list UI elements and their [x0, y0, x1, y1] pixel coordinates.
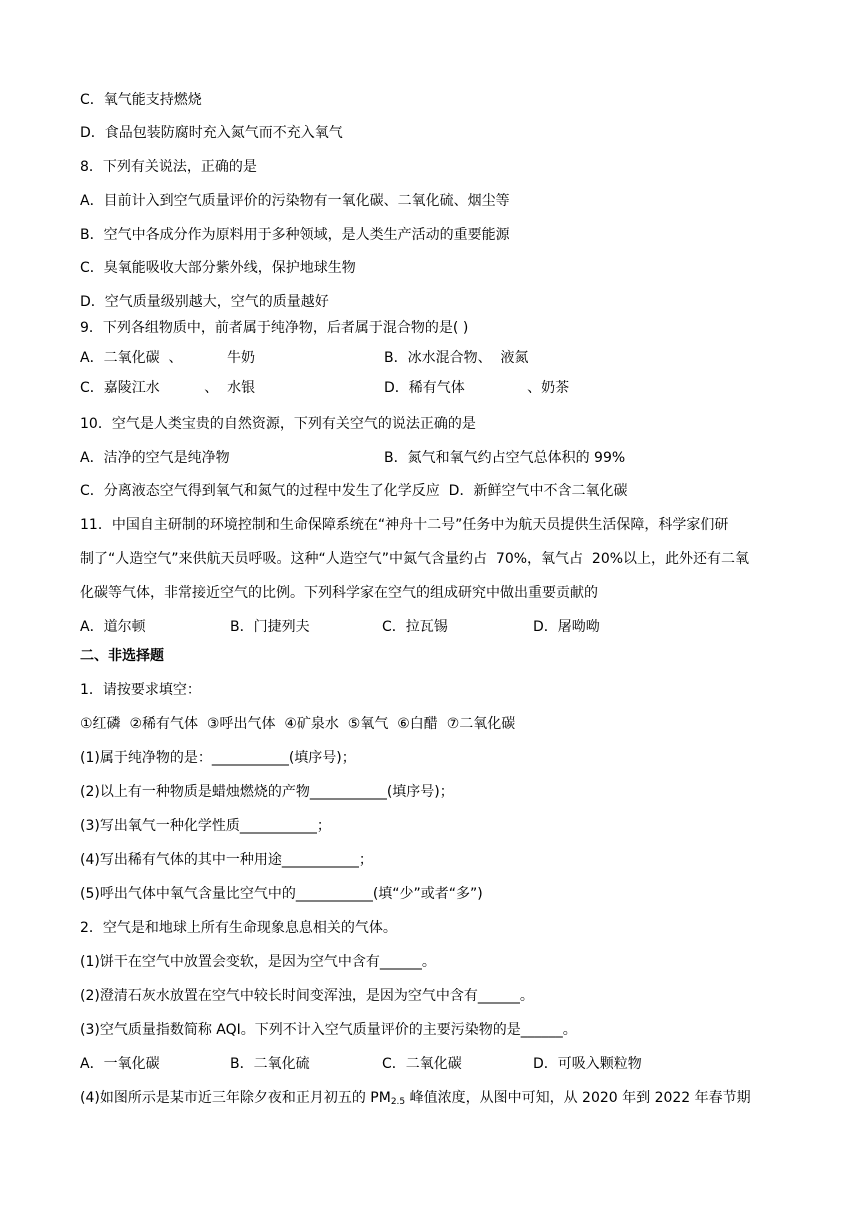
p2-3-option-c: C．二氧化碳	[382, 1056, 462, 1072]
p1-substance-list: ①红磷 ②稀有气体 ③呼出气体 ④矿泉水 ⑤氧气 ⑥白醋 ⑦二氧化碳	[80, 716, 516, 732]
q10-option-b: B．氮气和氧气约占空气总体积的 99%	[384, 450, 626, 466]
q8-option-a: A．目前计入到空气质量评价的污染物有一氧化碳、二氧化硫、烟尘等	[80, 193, 510, 209]
p1-stem: 1．请按要求填空：	[80, 682, 201, 698]
p2-3-option-a: A．一氧化碳	[80, 1056, 160, 1072]
q7-option-d: D．食品包装防腐时充入氮气而不充入氧气	[80, 125, 343, 141]
p2-part-3: (3)空气质量指数简称 AQI。下列不计入空气质量评价的主要污染物的是______。	[80, 1022, 577, 1038]
p2-3-option-d: D．可吸入颗粒物	[533, 1056, 642, 1072]
p2-part-2: (2)澄清石灰水放置在空气中较长时间变浑浊，是因为空气中含有______。	[80, 988, 534, 1004]
q8-option-d: D．空气质量级别越大，空气的质量越好	[80, 294, 329, 310]
p1-part-1: (1)属于纯净物的是：___________(填序号)；	[80, 750, 356, 766]
p2-part-4	[80, 1088, 751, 1112]
q11-option-c: C．拉瓦锡	[382, 619, 448, 635]
q11-stem-line2: 制了“人造空气”来供航天员呼吸。这种“人造空气”中氮气含量约占 70%，氧气占 20%以上，此外还有二氧	[80, 551, 750, 567]
p2-part-4-text-a: (4)如图所示是某市近三年除夕夜和正月初五的 PM	[80, 1090, 391, 1106]
q8-option-c: C．臭氧能吸收大部分紫外线，保护地球生物	[80, 260, 356, 276]
q7-option-c: C．氧气能支持燃烧	[80, 92, 202, 108]
p2-stem: 2．空气是和地球上所有生命现象息息相关的气体。	[80, 920, 397, 936]
q10-option-a: A．洁净的空气是纯净物	[80, 450, 230, 466]
q9-option-d: D．稀有气体 、奶茶	[384, 380, 570, 396]
q11-option-d: D．屠呦呦	[533, 619, 600, 635]
p1-part-4: (4)写出稀有气体的其中一种用途___________；	[80, 852, 373, 868]
p1-part-2: (2)以上有一种物质是蜡烛燃烧的产物___________(填序号)；	[80, 784, 454, 800]
q9-stem: 9．下列各组物质中，前者属于纯净物，后者属于混合物的是( )	[80, 320, 469, 336]
p2-part-4-text-b: 峰值浓度，从图中可知，从 2020 年到 2022 年春节期	[405, 1090, 751, 1106]
section-heading: 二、非选择题	[80, 648, 164, 664]
q10-stem: 10．空气是人类宝贵的自然资源，下列有关空气的说法正确的是	[80, 416, 476, 432]
q10-option-c-d: C．分离液态空气得到氧气和氮气的过程中发生了化学反应 D．新鲜空气中不含二氧化碳	[80, 483, 628, 499]
p1-part-3: (3)写出氧气一种化学性质___________；	[80, 818, 331, 834]
q9-option-c: C．嘉陵江水 、 水银	[80, 380, 256, 396]
p1-part-5: (5)呼出气体中氧气含量比空气中的___________(填“少”或者“多”)	[80, 886, 483, 902]
q11-stem-line3: 化碳等气体，非常接近空气的比例。下列科学家在空气的组成研究中做出重要贡献的	[80, 585, 598, 601]
q11-option-a: A．道尔顿	[80, 619, 146, 635]
q8-stem: 8．下列有关说法，正确的是	[80, 159, 257, 175]
p2-3-option-b: B．二氧化硫	[230, 1056, 310, 1072]
q11-stem-line1: 11．中国自主研制的环境控制和生命保障系统在“神舟十二号”任务中为航天员提供生活保障，科学家们研	[80, 517, 729, 533]
p2-part-1: (1)饼干在空气中放置会变软，是因为空气中含有______。	[80, 954, 436, 970]
q8-option-b: B．空气中各成分作为原料用于多种领域，是人类生产活动的重要能源	[80, 227, 510, 243]
q11-option-b: B．门捷列夫	[230, 619, 310, 635]
q9-option-b: B．冰水混合物、 液氮	[384, 350, 529, 366]
pm-subscript: 2.5	[390, 1097, 406, 1107]
q9-option-a: A．二氧化碳 、 牛奶	[80, 350, 255, 366]
